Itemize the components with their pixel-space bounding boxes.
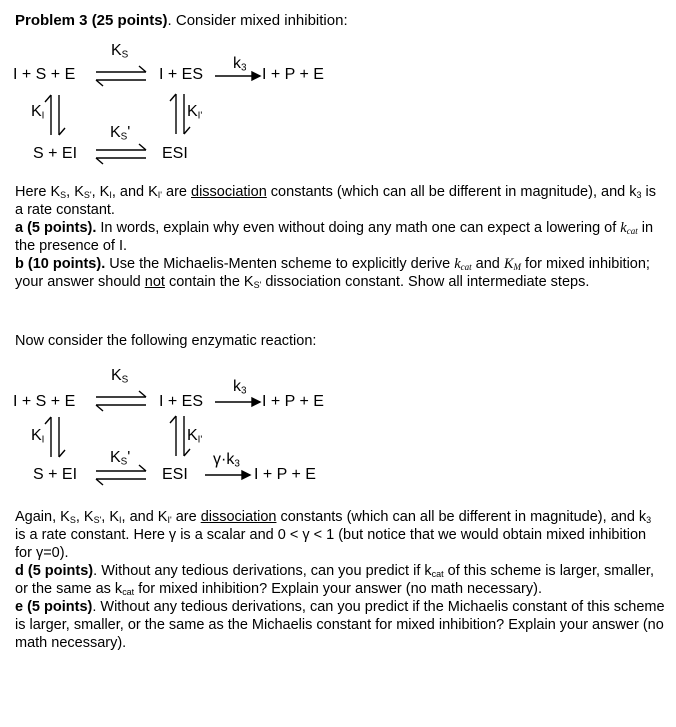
label-k3: $k_3$ bbox=[233, 378, 247, 397]
problem-title: Problem 3 (25 points) bbox=[15, 12, 168, 29]
equilibrium-arrow-ks bbox=[96, 66, 146, 86]
label-ks-prime: $K_S'$ bbox=[110, 124, 131, 143]
equilibrium-arrow-ks-prime-2 bbox=[96, 465, 146, 485]
equilibrium-arrow-ki-2 bbox=[45, 417, 65, 457]
species-esi: ESI bbox=[162, 145, 188, 162]
forward-arrow-gamma-k3 bbox=[205, 471, 250, 479]
equilibrium-arrow-ks-2 bbox=[96, 391, 146, 411]
equilibrium-arrow-ki bbox=[45, 95, 65, 135]
label-ki-prime: $K_{I'}$ bbox=[187, 427, 203, 446]
equilibrium-arrow-ki-prime bbox=[170, 94, 190, 134]
species-i-p-e: I + P + E bbox=[262, 66, 324, 83]
part-a-question: a (5 points). In words, explain why even without doing any math one can expect a lowering of $k_{cat}$ in the presence of I. bbox=[15, 220, 654, 254]
species-i-p-e-2: I + P + E bbox=[254, 466, 316, 483]
part-d-question: d (5 points). Without any tedious derivations, can you predict if $k_{cat}$ of this scheme is larger, smaller, or the same as $k_{cat}$ for mixed inhibition? Explain your answer (no math necessary). bbox=[15, 563, 654, 598]
constants-description-2: Again, $K_S$, $K_{S'}$, $K_I$, and $K_{I'}$ are dissociation constants (which can all be different in magnitude), and $k_3$ is a rate constant. Here γ is a scalar and 0 < γ < 1 (but notice that we would obtain mixed inhibition for γ=0). bbox=[15, 509, 652, 561]
part-e-question: e (5 points). Without any tedious derivations, can you predict if the Michaelis constant of this scheme is larger, smaller, or the same as the Michaelis constant for mixed inhibition? Explain your answer (no math necessary). bbox=[15, 599, 665, 651]
species-i-s-e: I + S + E bbox=[13, 66, 76, 83]
equilibrium-arrow-ks-prime bbox=[96, 144, 146, 164]
paragraph-2 bbox=[15, 508, 665, 652]
problem-intro: . Consider mixed inhibition: bbox=[167, 12, 348, 29]
label-ks: $K_S$ bbox=[111, 367, 129, 386]
species-i-s-e: I + S + E bbox=[13, 393, 76, 410]
label-gamma-k3: $\gamma\cdot k_3$ bbox=[213, 451, 240, 470]
species-esi: ESI bbox=[162, 466, 188, 483]
constants-description: Here $K_S$, $K_{S'}$, $K_I$, and $K_{I'}$ are dissociation constants (which can all be different in magnitude), and $k_3$ is a rate constant. bbox=[15, 184, 656, 218]
label-k3: $k_3$ bbox=[233, 55, 247, 74]
part-b-question: b (10 points). Use the Michaelis-Menten scheme to explicitly derive $k_{cat}$ and $K_M$ for mixed inhibition; your answer should not contain the $K_{S'}$ dissociation constant. Show all intermediate steps. bbox=[15, 256, 650, 291]
species-s-ei: S + EI bbox=[33, 466, 78, 483]
equilibrium-arrow-ki-prime-2 bbox=[170, 416, 190, 456]
forward-arrow-k3 bbox=[215, 72, 260, 80]
species-s-ei: S + EI bbox=[33, 145, 78, 162]
species-i-es: I + ES bbox=[159, 393, 204, 410]
species-i-es: I + ES bbox=[159, 66, 204, 83]
label-ki: $K_I$ bbox=[31, 427, 45, 446]
label-ks-prime: $K_S'$ bbox=[110, 449, 131, 468]
species-i-p-e: I + P + E bbox=[262, 393, 324, 410]
transition-text: Now consider the following enzymatic reaction: bbox=[15, 333, 317, 349]
label-ki: $K_I$ bbox=[31, 103, 45, 122]
forward-arrow-k3-2 bbox=[215, 398, 260, 406]
label-ks: $K_S$ bbox=[111, 42, 129, 61]
label-ki-prime: $K_{I'}$ bbox=[187, 103, 203, 122]
